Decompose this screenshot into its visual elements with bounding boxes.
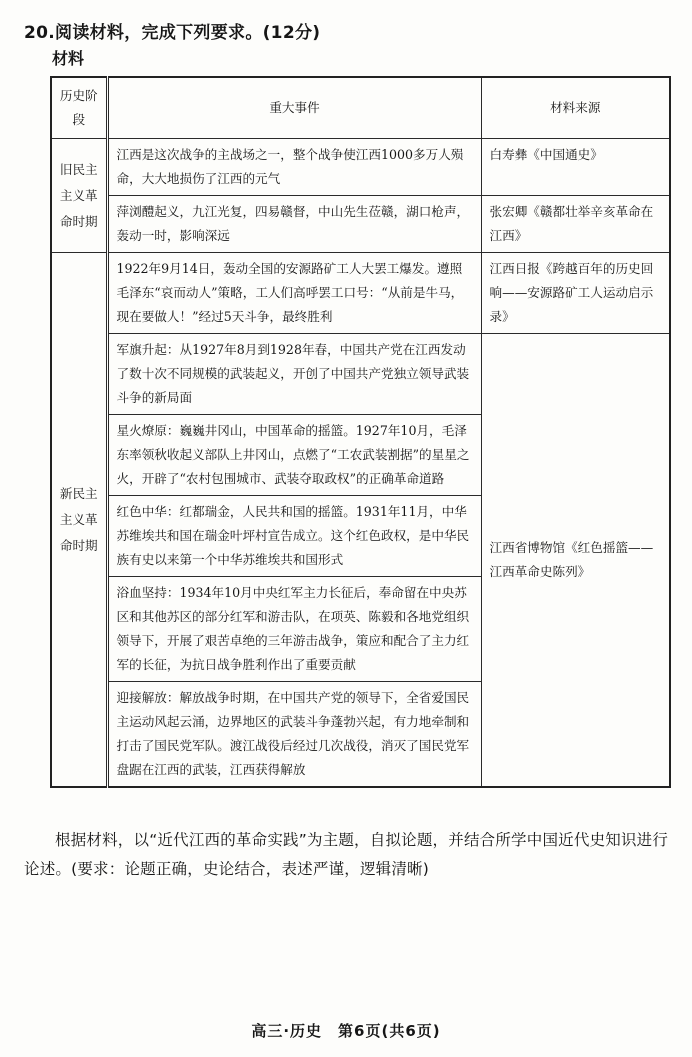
event-cell: 红色中华：红都瑞金，人民共和国的摇篮。1931年11月，中华苏维埃共和国在瑞金叶坪村宣告成立。这个红色政权，是中华民族有史以来第一个中华苏维埃共和国形式 (107, 496, 481, 577)
header-source: 材料来源 (481, 77, 670, 139)
table-row (51, 139, 670, 196)
header-period: 历史阶段 (51, 77, 107, 139)
table-row (51, 196, 670, 253)
header-event: 重大事件 (107, 77, 481, 139)
table-row (51, 334, 670, 415)
event-cell: 浴血坚持：1934年10月中央红军主力长征后，奉命留在中央苏区和其他苏区的部分红军和游击队，在项英、陈毅和各地党组织领导下，开展了艰苦卓绝的三年游击战争，策应和配合了主力红军的长征，为抗日战争胜利作出了重要贡献 (107, 577, 481, 682)
table-header-row (51, 77, 670, 139)
essay-prompt: 根据材料，以“近代江西的革命实践”为主题，自拟论题，并结合所学中国近代史知识进行论述。(要求：论题正确，史论结合，表述严谨，逻辑清晰) (24, 831, 669, 878)
source-cell: 张宏卿《赣都壮举辛亥革命在江西》 (481, 196, 670, 253)
source-cell-shared: 江西省博物馆《红色摇篮——江西革命史陈列》 (481, 334, 670, 788)
material-label: 材料 (52, 49, 85, 68)
material-table (50, 76, 671, 788)
event-cell: 军旗升起：从1927年8月到1928年春，中国共产党在江西发动了数十次不同规模的武装起义，开创了中国共产党独立领导武装斗争的新局面 (107, 334, 481, 415)
event-cell: 星火燎原：巍巍井冈山，中国革命的摇篮。1927年10月，毛泽东率领秋收起义部队上井冈山，点燃了“工农武装割据”的星星之火，开辟了“农村包围城市、武装夺取政权”的正确革命道路 (107, 415, 481, 496)
question-title: 20.阅读材料，完成下列要求。(12分) (24, 23, 321, 43)
event-cell: 迎接解放：解放战争时期，在中国共产党的领导下，全省爱国民主运动风起云涌，边界地区的武装斗争蓬勃兴起，有力地牵制和打击了国民党军队。渡江战役后经过几次战役，消灭了国民党军盘踞在江西的武装，江西获得解放 (107, 682, 481, 788)
page-footer: 高三·历史 第6页(共6页) (251, 1022, 441, 1040)
source-cell: 江西日报《跨越百年的历史回响——安源路矿工人运动启示录》 (481, 253, 670, 334)
period-new-democratic: 新民主主义革命时期 (51, 253, 107, 788)
event-cell: 江西是这次战争的主战场之一，整个战争使江西1000多万人殒命，大大地损伤了江西的元气 (107, 139, 481, 196)
table-row (51, 253, 670, 334)
period-old-democratic: 旧民主主义革命时期 (51, 139, 107, 253)
source-cell: 白寿彝《中国通史》 (481, 139, 670, 196)
event-cell: 萍浏醴起义，九江光复，四易赣督，中山先生莅赣，湖口枪声，轰动一时，影响深远 (107, 196, 481, 253)
event-cell: 1922年9月14日，轰动全国的安源路矿工人大罢工爆发。遵照毛泽东“哀而动人”策略，工人们高呼罢工口号：“从前是牛马，现在要做人！”经过5天斗争，最终胜利 (107, 253, 481, 334)
